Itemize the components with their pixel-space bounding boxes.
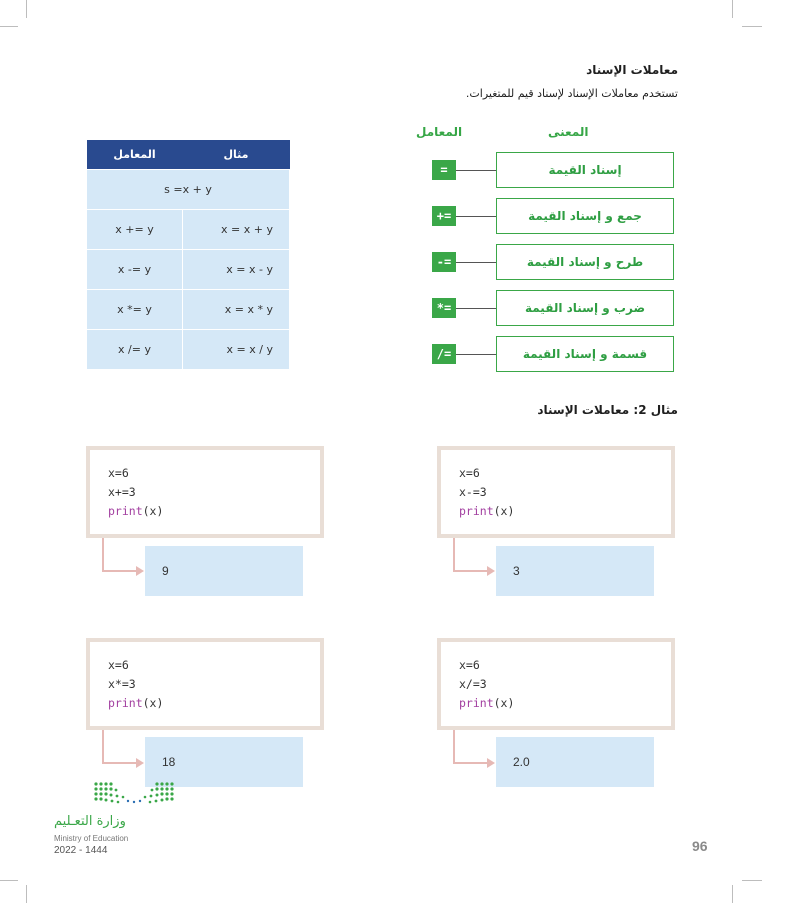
output-arrow (102, 762, 136, 764)
crop-mark (0, 880, 18, 881)
print-argument: (x) (493, 504, 515, 518)
operator-box: += (432, 206, 456, 226)
print-keyword: print (459, 696, 494, 710)
code-block (86, 638, 324, 730)
operator-column-header: المعامل (416, 125, 463, 139)
code-line (459, 502, 671, 521)
header-operator: المعامل (87, 140, 183, 170)
table-cell-operator: x /= y (87, 330, 183, 370)
output-arrow (453, 570, 487, 572)
output-box: 3 (496, 546, 654, 596)
code-line: x=6 (459, 466, 480, 480)
code-block (86, 446, 324, 538)
meaning-box: إسناد القيمة (496, 152, 674, 188)
table-row (87, 210, 290, 250)
table-header-row (87, 140, 290, 170)
print-argument: (x) (142, 696, 164, 710)
operator-box: = (432, 160, 456, 180)
arrow-head-icon (136, 566, 144, 576)
output-arrow (453, 762, 487, 764)
header-example: مثال (183, 140, 290, 170)
table-cell-example: x = x / y (183, 330, 290, 370)
table-cell-span: s =x + y (87, 170, 290, 210)
print-keyword: print (108, 504, 143, 518)
arrow-head-icon (136, 758, 144, 768)
crop-mark (742, 26, 762, 27)
crop-mark (26, 885, 27, 903)
ministry-year: 2022 - 1444 (54, 845, 108, 856)
connector-line (456, 308, 496, 309)
code-line: x=6 (108, 658, 129, 672)
meaning-box: جمع و إسناد القيمة (496, 198, 674, 234)
connector-line (456, 170, 496, 171)
meaning-box: طرح و إسناد القيمة (496, 244, 674, 280)
table-cell-operator: x -= y (87, 250, 183, 290)
print-keyword: print (459, 504, 494, 518)
connector-line (456, 354, 496, 355)
crop-mark (732, 0, 733, 18)
code-line (108, 694, 320, 713)
arrow-head-icon (487, 758, 495, 768)
code-line: x*=3 (108, 677, 136, 691)
crop-mark (742, 880, 762, 881)
crop-mark (26, 0, 27, 18)
code-line: x/=3 (459, 677, 487, 691)
output-arrow (453, 730, 455, 763)
crop-mark (0, 26, 18, 27)
operator-box: *= (432, 298, 456, 318)
print-keyword: print (108, 696, 143, 710)
example-title: مثال 2: معاملات الإسناد (537, 403, 678, 417)
connector-line (456, 262, 496, 263)
output-arrow (102, 538, 104, 571)
operator-box: /= (432, 344, 456, 364)
print-argument: (x) (493, 696, 515, 710)
connector-line (456, 216, 496, 217)
intro-text: تستخدم معاملات الإسناد لإسناد قيم للمتغيرات. (465, 87, 678, 100)
table-row (87, 250, 290, 290)
output-box: 18 (145, 737, 303, 787)
print-argument: (x) (142, 504, 164, 518)
table-cell-operator: x += y (87, 210, 183, 250)
arrow-head-icon (487, 566, 495, 576)
ministry-name-arabic: وزارة التعـليم (54, 814, 126, 829)
meaning-column-header: المعنى (548, 125, 589, 139)
code-block (437, 446, 675, 538)
table-row (87, 170, 290, 210)
crop-mark (732, 885, 733, 903)
code-line: x=6 (108, 466, 129, 480)
table-row (87, 330, 290, 370)
output-arrow (102, 570, 136, 572)
code-line: x-=3 (459, 485, 487, 499)
table-row (87, 290, 290, 330)
meaning-box: ضرب و إسناد القيمة (496, 290, 674, 326)
table-cell-example: x = x + y (183, 210, 290, 250)
operator-box: -= (432, 252, 456, 272)
ministry-logo-icon (92, 780, 182, 808)
output-box: 2.0 (496, 737, 654, 787)
meaning-box: قسمة و إسناد القيمة (496, 336, 674, 372)
ministry-name-english: Ministry of Education (54, 834, 129, 843)
table-cell-operator: x *= y (87, 290, 183, 330)
table-cell-example: x = x * y (183, 290, 290, 330)
code-block (437, 638, 675, 730)
code-line (108, 502, 320, 521)
code-line (459, 694, 671, 713)
code-line: x+=3 (108, 485, 136, 499)
output-arrow (453, 538, 455, 571)
output-arrow (102, 730, 104, 763)
output-box: 9 (145, 546, 303, 596)
page-number: 96 (692, 838, 708, 854)
section-heading: معاملات الإسناد (586, 63, 678, 77)
table-cell-example: x = x - y (183, 250, 290, 290)
operators-table (86, 140, 290, 370)
code-line: x=6 (459, 658, 480, 672)
